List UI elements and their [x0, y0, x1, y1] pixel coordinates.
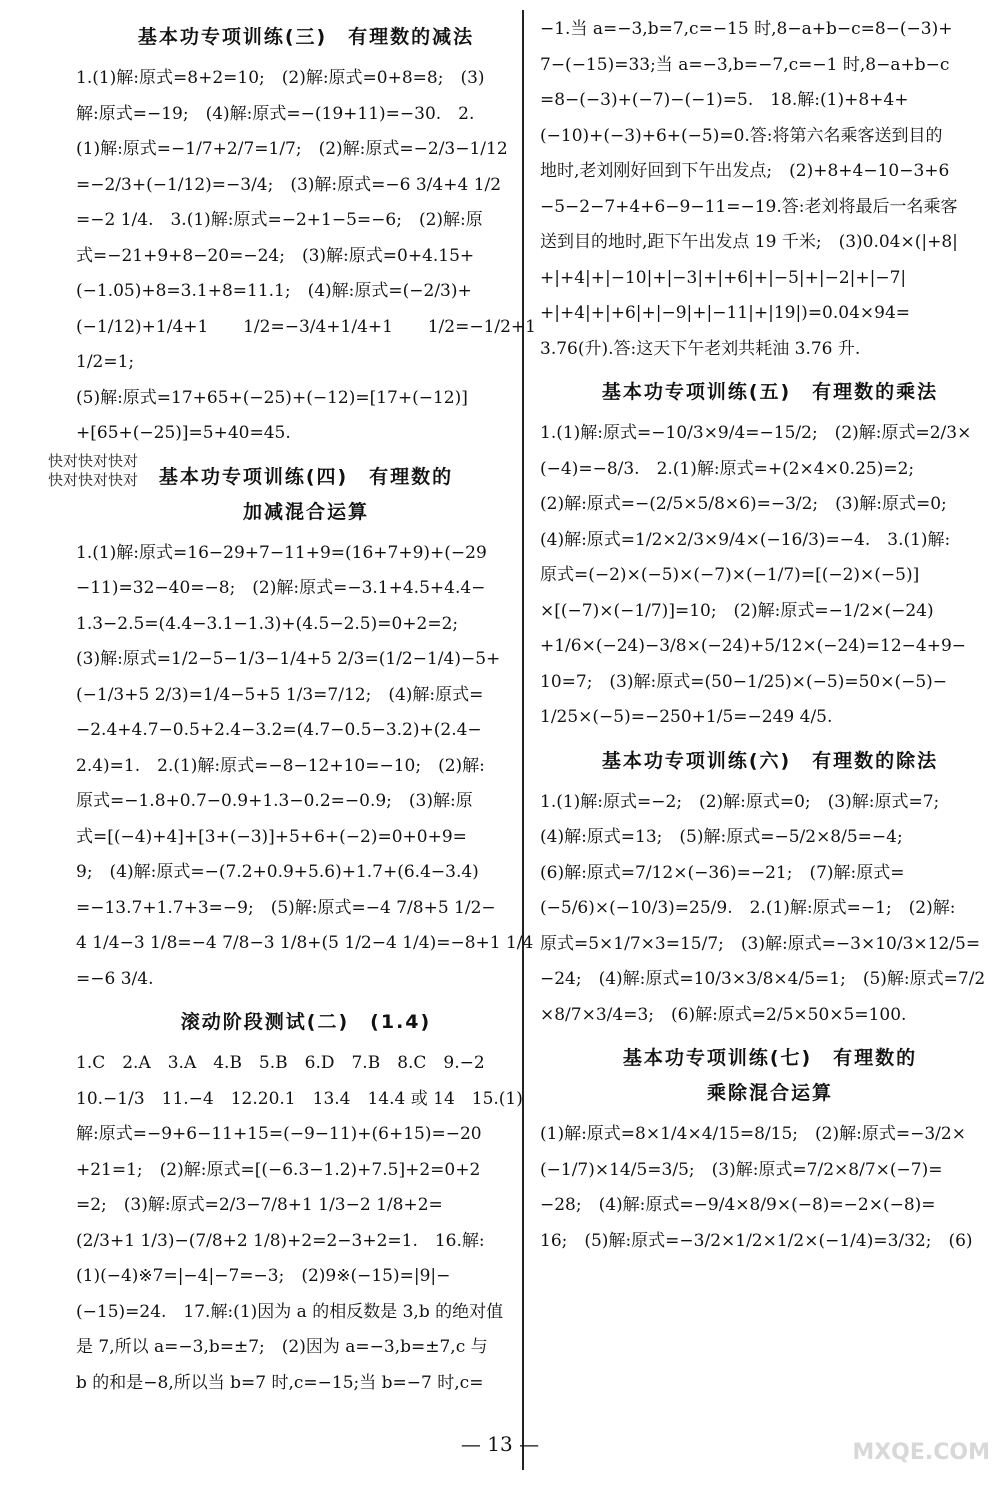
answer-line: 10=7; (3)解:原式=(50−1/25)×(−5)=50×(−5)− — [540, 671, 948, 692]
answer-line: (−1/3+5 2/3)=1/4−5+5 1/3=7/12; (4)解:原式= — [76, 684, 484, 705]
answer-line: 原式=−1.8+0.7−0.9+1.3−0.2=−0.9; (3)解:原 — [76, 791, 473, 811]
answer-line: 10.−1/3 11.−4 12.20.1 13.4 14.4 或 14 15.(1) — [76, 1088, 523, 1109]
answer-line: 9; (4)解:原式=−(7.2+0.9+5.6)+1.7+(6.4−3.4) — [76, 862, 479, 882]
section-heading: 基本功专项训练(三) 有理数的减法 — [137, 26, 475, 48]
answer-line: 4 1/4−3 1/8=−4 7/8−3 1/8+(5 1/2−4 1/4)=−8+1 1/4 — [76, 933, 534, 953]
answer-line: 送到目的地时,距下午出发点 19 千米; (3)0.04×(|+8| — [540, 232, 958, 252]
answer-line: +[65+(−25)]=5+40=45. — [76, 423, 291, 443]
section-body — [540, 785, 1000, 1034]
answer-line: (−1.05)+8=3.1+8=11.1; (4)解:原式=(−2/3)+ — [76, 281, 472, 301]
section-heading: 基本功专项训练(六) 有理数的除法 — [601, 749, 939, 772]
answer-line: =−6 3/4. — [76, 968, 154, 989]
right-column — [540, 12, 1000, 1259]
section-add-subtract-mixed — [76, 462, 536, 998]
section-division — [540, 746, 1000, 1034]
answer-line: +|+4|+|+6|+|−9|+|−11|+|19|)=0.04×94= — [540, 303, 911, 323]
answer-line: −24; (4)解:原式=10/3×3/8×4/5=1; (5)解:原式=7/2 — [540, 969, 986, 989]
answer-line: −11)=32−40=−8; (2)解:原式=−3.1+4.5+4.4− — [76, 578, 486, 598]
answer-line: 1.(1)解:原式=16−29+7−11+9=(16+7+9)+(−29 — [76, 542, 487, 563]
answer-line: =8−(−3)+(−7)−(−1)=5. 18.解:(1)+8+4+ — [540, 90, 909, 110]
answer-line: −2.4+4.7−0.5+2.4−3.2=(4.7−0.5−3.2)+(2.4− — [76, 720, 482, 740]
answer-line: 1.(1)解:原式=8+2=10; (2)解:原式=0+8=8; (3) — [76, 68, 485, 88]
answer-line: =−13.7+1.7+3=−9; (5)解:原式=−4 7/8+5 1/2− — [76, 897, 496, 918]
page-number: — 13 — — [460, 1432, 540, 1456]
answer-line: 2.4)=1. 2.(1)解:原式=−8−12+10=−10; (2)解: — [76, 755, 485, 776]
answer-line: −28; (4)解:原式=−9/4×8/9×(−8)=−2×(−8)= — [540, 1195, 936, 1215]
section-heading: 滚动阶段测试(二) (1.4) — [180, 1011, 432, 1033]
answer-line: (1)解:原式=8×1/4×4/15=8/15; (2)解:原式=−3/2× — [540, 1124, 966, 1144]
answer-line: 16; (5)解:原式=−3/2×1/2×1/2×(−1/4)=3/32; (6) — [540, 1230, 973, 1251]
answer-line: 1/25×(−5)=−250+1/5=−249 4/5. — [540, 707, 833, 727]
answer-line: 原式=(−2)×(−5)×(−7)×(−1/7)=[(−2)×(−5)] — [540, 565, 920, 585]
answer-line: =−2/3+(−1/12)=−3/4; (3)解:原式=−6 3/4+4 1/2 — [76, 174, 502, 195]
section-body — [76, 1046, 536, 1401]
section-body — [76, 61, 536, 452]
section-heading: 基本功专项训练(五) 有理数的乘法 — [601, 381, 939, 403]
section-continued — [540, 12, 1000, 367]
answer-line: −5−2−7+4+6−9−11=−19.答:老刘将最后一名乘客 — [540, 196, 958, 217]
answer-line: 式=−21+9+8−20=−24; (3)解:原式=0+4.15+ — [76, 245, 475, 266]
answer-line: ×8/7×3/4=3; (6)解:原式=2/5×50×5=100. — [540, 1004, 907, 1025]
section-body — [540, 1117, 1000, 1259]
left-column — [76, 12, 536, 1401]
section-subheading: 加减混合运算 — [242, 500, 369, 523]
answer-line: +|+4|+|−10|+|−3|+|+6|+|−5|+|−2|+|−7| — [540, 267, 907, 288]
answer-line: 1.C 2.A 3.A 4.B 5.B 6.D 7.B 8.C 9.−2 — [76, 1053, 485, 1073]
answer-line: 式=[(−4)+4]+[3+(−3)]+5+6+(−2)=0+0+9= — [76, 826, 467, 847]
answer-line: 是 7,所以 a=−3,b=±7; (2)因为 a=−3,b=±7,c 与 — [76, 1337, 488, 1357]
answer-line: 地时,老刘刚好回到下午出发点; (2)+8+4−10−3+6 — [540, 161, 950, 181]
answer-line: (6)解:原式=7/12×(−36)=−21; (7)解:原式= — [540, 862, 905, 883]
section-body — [540, 12, 1000, 367]
section-rolling-test — [76, 1007, 536, 1401]
answer-line: (−5/6)×(−10/3)=25/9. 2.(1)解:原式=−1; (2)解: — [540, 898, 956, 918]
answer-line: 解:原式=−9+6−11+15=(−9−11)+(6+15)=−20 — [76, 1124, 482, 1144]
section-heading: 基本功专项训练(七) 有理数的 — [622, 1047, 918, 1069]
answer-line: 7−(−15)=33;当 a=−3,b=−7,c=−1 时,8−a+b−c — [540, 54, 950, 75]
answer-line: +1/6×(−24)−3/8×(−24)+5/12×(−24)=12−4+9− — [540, 636, 967, 656]
stamp-line: 快对快对快对 — [48, 471, 139, 489]
answer-line: (4)解:原式=1/2×2/3×9/4×(−16/3)=−4. 3.(1)解: — [540, 529, 951, 550]
answer-line: 1.(1)解:原式=−2; (2)解:原式=0; (3)解:原式=7; — [540, 791, 940, 812]
answer-line: 1.(1)解:原式=−10/3×9/4=−15/2; (2)解:原式=2/3× — [540, 423, 972, 443]
answer-line: (−10)+(−3)+6+(−5)=0.答:将第六名乘客送到目的 — [540, 125, 943, 146]
answer-line: (−4)=−8/3. 2.(1)解:原式=+(2×4×0.25)=2; — [540, 458, 915, 479]
answer-line: (2)解:原式=−(2/5×5/8×6)=−3/2; (3)解:原式=0; — [540, 494, 947, 514]
answer-line: =−2 1/4. 3.(1)解:原式=−2+1−5=−6; (2)解:原 — [76, 210, 483, 230]
answer-line: (−15)=24. 17.解:(1)因为 a 的相反数是 3,b 的绝对值 — [76, 1301, 504, 1322]
answer-line: (5)解:原式=17+65+(−25)+(−12)=[17+(−12)] — [76, 387, 468, 408]
site-watermark: MXQE.COM — [852, 1440, 990, 1465]
section-heading: 基本功专项训练(四) 有理数的 — [158, 465, 454, 488]
answer-line: 原式=5×1/7×3=15/7; (3)解:原式=−3×10/3×12/5= — [540, 933, 981, 954]
stamp-line: 快对快对快对 — [48, 452, 139, 470]
answer-line: (4)解:原式=13; (5)解:原式=−5/2×8/5=−4; — [540, 827, 903, 847]
section-body — [76, 536, 536, 998]
answer-line: (1)(−4)※7=|−4|−7=−3; (2)9※(−15)=|9|− — [76, 1266, 451, 1286]
answer-line: (−1/12)+1/4+1 1/2=−3/4+1/4+1 1/2=−1/2+1 1/2=1; — [76, 316, 536, 372]
answer-line: 1.3−2.5=(4.4−3.1−1.3)+(4.5−2.5)=0+2=2; — [76, 613, 459, 634]
handwritten-stamp — [48, 452, 138, 490]
section-subtraction — [76, 22, 536, 452]
answer-line: =2; (3)解:原式=2/3−7/8+1 1/3−2 1/8+2= — [76, 1195, 443, 1215]
answer-line: ×[(−7)×(−1/7)]=10; (2)解:原式=−1/2×(−24) — [540, 600, 934, 621]
answer-line: b 的和是−8,所以当 b=7 时,c=−15;当 b=−7 时,c= — [76, 1372, 484, 1393]
section-multiplication — [540, 377, 1000, 736]
answer-line: (2/3+1 1/3)−(7/8+2 1/8)+2=2−3+2=1. 16.解: — [76, 1230, 485, 1251]
answer-line: 3.76(升).答:这天下午老刘共耗油 3.76 升. — [540, 338, 861, 359]
answer-line: (1)解:原式=−1/7+2/7=1/7; (2)解:原式=−2/3−1/12 — [76, 139, 508, 159]
answer-line: +21=1; (2)解:原式=[(−6.3−1.2)+7.5]+2=0+2 — [76, 1159, 481, 1180]
section-subheading: 乘除混合运算 — [706, 1082, 833, 1104]
answer-line: (−1/7)×14/5=3/5; (3)解:原式=7/2×8/7×(−7)= — [540, 1159, 943, 1180]
section-multiply-divide-mixed — [540, 1043, 1000, 1259]
answer-line: −1.当 a=−3,b=7,c=−15 时,8−a+b−c=8−(−3)+ — [540, 19, 953, 39]
answer-line: 解:原式=−19; (4)解:原式=−(19+11)=−30. 2. — [76, 103, 475, 124]
section-body — [540, 416, 1000, 736]
answer-line: (3)解:原式=1/2−5−1/3−1/4+5 2/3=(1/2−1/4)−5+ — [76, 649, 501, 669]
